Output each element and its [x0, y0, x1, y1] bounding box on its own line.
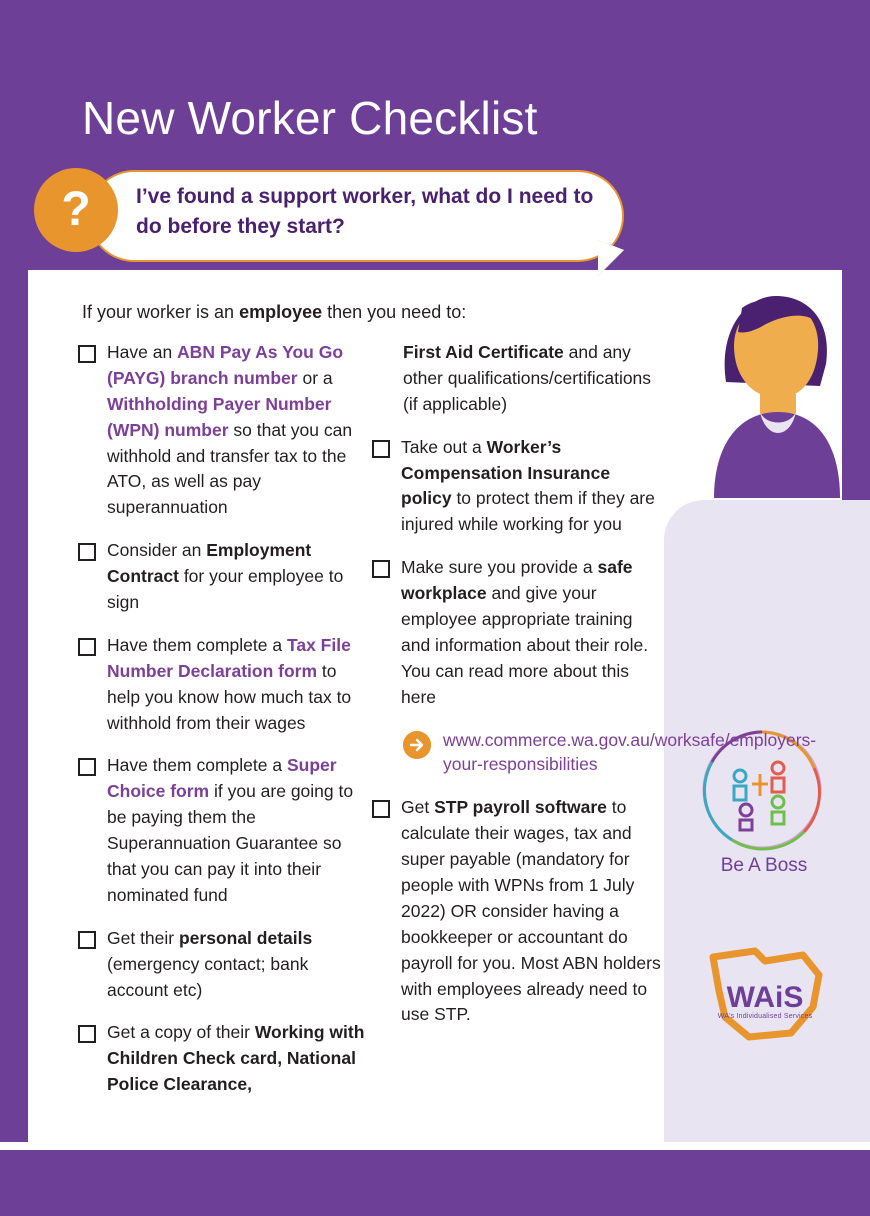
checkbox[interactable] — [78, 345, 96, 363]
intro-suffix: then you need to: — [322, 302, 467, 322]
highlight-link-text: ABN Pay As You Go (PAYG) branch number — [107, 342, 344, 388]
wais-tagline: WA's Individualised Services — [717, 1013, 813, 1020]
highlight-link-text: Withholding Payer Number (WPN) number — [107, 393, 332, 440]
checklist-item — [78, 753, 370, 908]
checkbox[interactable] — [78, 758, 96, 776]
plain-text: and any other qualifications/certifications (if applicable) — [403, 342, 652, 414]
external-link-url[interactable]: www.commerce.wa.gov.au/worksafe/employers-your-responsibilities — [443, 729, 817, 775]
plain-text: for your employee to sign — [107, 566, 344, 613]
checklist-item-text — [401, 795, 664, 1028]
plain-text: Get — [401, 797, 435, 818]
person-avatar — [690, 290, 850, 500]
intro-prefix: If your worker is an — [82, 302, 240, 322]
checklist-item — [372, 340, 664, 418]
plain-text: so that you can withhold and transfer tax to the ATO, as well as pay superannuation — [107, 419, 353, 518]
page-title: New Worker Checklist — [82, 91, 538, 144]
plain-text: if you are going to be paying them the Superannuation Guarantee so that you can pay it into their nominated fund — [107, 781, 354, 905]
checklist-item — [372, 435, 664, 539]
checkbox[interactable] — [78, 931, 96, 949]
checkbox[interactable] — [372, 800, 390, 818]
emphasis-text: Working with Children Check card, National Police Clearance, — [107, 1022, 365, 1095]
checkbox[interactable] — [78, 638, 96, 656]
checklist-item-text — [107, 753, 370, 908]
be-a-boss-label: Be A Boss — [720, 855, 808, 876]
external-link-row[interactable] — [403, 728, 817, 778]
plain-text: to protect them if they are injured while working for you — [401, 488, 655, 535]
plain-text: and give your employee appropriate training and information about their role. You can read more about this here — [401, 583, 649, 707]
plain-text: Get a copy of their — [107, 1022, 255, 1043]
footer-band — [0, 1150, 870, 1216]
callout-tail — [598, 240, 624, 276]
checklist-item — [78, 633, 370, 737]
plain-text: Take out a — [401, 436, 487, 457]
checkbox[interactable] — [372, 440, 390, 458]
checklist-item — [372, 555, 664, 710]
question-text: I’ve found a support worker, what do I need to do before they start? — [136, 185, 594, 239]
plain-text: Get their — [107, 927, 179, 948]
checkbox[interactable] — [78, 543, 96, 561]
intro-bold: employee — [239, 302, 323, 322]
intro-line — [82, 300, 642, 325]
arrow-right-circle-icon — [403, 731, 431, 759]
plain-text: Make sure you provide a — [401, 557, 598, 578]
footer-divider — [0, 1142, 870, 1150]
checklist-column-left — [78, 340, 370, 1115]
checkbox[interactable] — [78, 1025, 96, 1043]
checklist-item-text — [401, 435, 664, 539]
highlight-link-text: Super Choice form — [107, 755, 337, 802]
plain-text: Have them complete a — [107, 634, 287, 655]
emphasis-text: personal details — [178, 927, 313, 948]
checklist-item-text — [107, 538, 370, 616]
checklist-item-text — [403, 340, 664, 418]
left-purple-band — [0, 0, 28, 1216]
checklist-item — [78, 1020, 370, 1098]
checklist-item-text — [107, 1020, 370, 1098]
checkbox[interactable] — [372, 560, 390, 578]
plain-text: Have them complete a — [107, 755, 287, 776]
emphasis-text: Worker’s Compensation Insurance policy — [401, 436, 611, 509]
svg-text:WAiS: WAiS — [726, 981, 804, 1014]
checklist-item-text — [107, 633, 370, 737]
plain-text: to help you know how much tax to withhold from their wages — [107, 660, 352, 733]
checklist-item — [78, 340, 370, 521]
plain-text: Have an — [107, 342, 178, 362]
plain-text: Consider an — [107, 540, 207, 561]
checklist-item — [78, 538, 370, 616]
checklist-item-text — [107, 926, 370, 1004]
wais-logo-icon — [695, 945, 835, 1065]
plain-text: (emergency contact; bank account etc) — [107, 953, 309, 1000]
checklist-item-text — [401, 555, 664, 710]
highlight-link-text: Tax File Number Declaration form — [107, 634, 351, 681]
plain-text: to calculate their wages, tax and super payable (mandatory for people with WPNs from 1 July 2022) OR consider having a bookkeeper or accountant do payroll for you. Most ABN holders with employees already need to use STP. — [401, 797, 661, 1025]
emphasis-text: First Aid Certificate — [403, 342, 564, 362]
checklist-item-text — [107, 340, 370, 521]
emphasis-text: Employment Contract — [107, 540, 312, 587]
plain-text: or a — [297, 367, 333, 388]
emphasis-text: STP payroll software — [434, 797, 607, 818]
checklist-item — [372, 795, 664, 1028]
emphasis-text: safe workplace — [401, 557, 633, 604]
checklist-item — [78, 926, 370, 1004]
question-mark-icon: ? — [34, 168, 118, 252]
